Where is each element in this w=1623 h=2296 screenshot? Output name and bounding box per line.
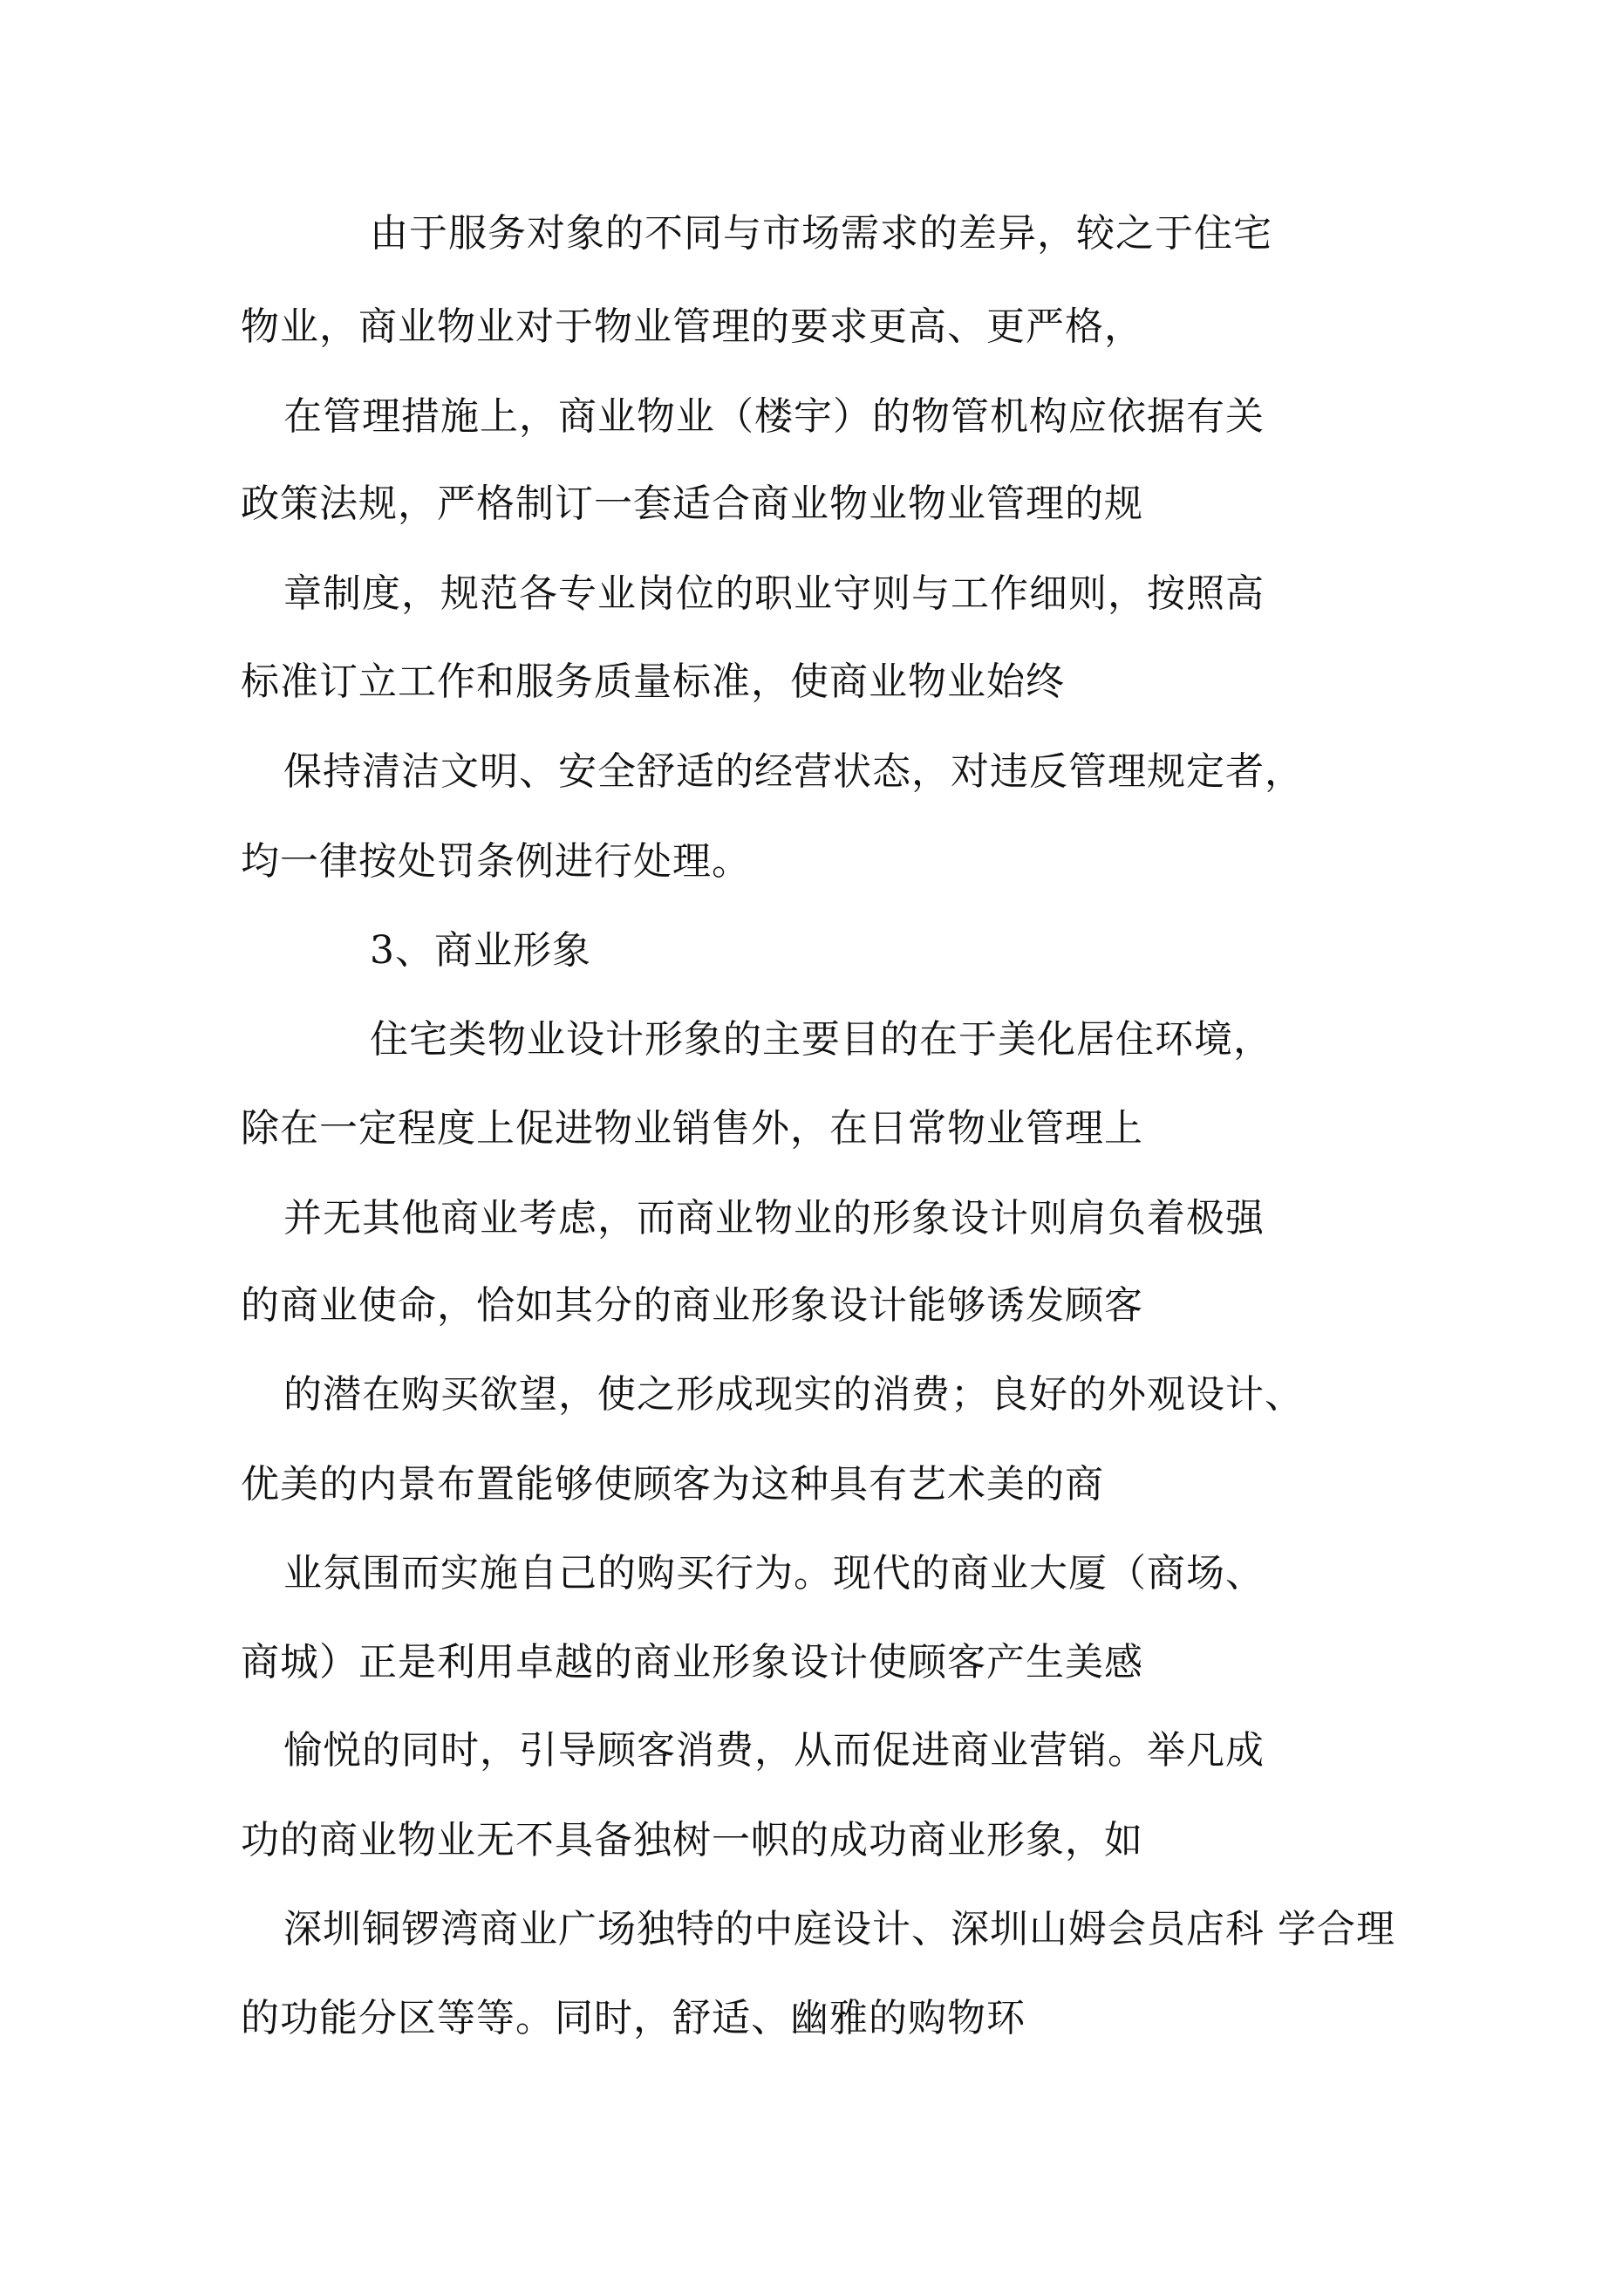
paragraph-line: 由于服务对象的不同与市场需求的差异，较之于住宅 [370, 211, 1272, 256]
paragraph-line: 除在一定程度上促进物业销售外，在日常物业管理上 [241, 1106, 1143, 1151]
paragraph-line: 住宅类物业设计形象的主要目的在于美化居住环境， [370, 1017, 1272, 1062]
paragraph-line: 的商业使命，恰如其分的商业形象设计能够诱发顾客 [241, 1283, 1143, 1328]
paragraph-line: 的功能分区等等。同时，舒适、幽雅的购物环 [241, 1996, 1026, 2040]
paragraph-line: 的潜在购买欲望，使之形成现实的消费；良好的外观设计、 [283, 1372, 1304, 1417]
paragraph-line: 政策法规，严格制订一套适合商业物业物业管理的规 [241, 482, 1143, 526]
paragraph-line: 均一律按处罚条例进行处理。 [241, 839, 751, 884]
paragraph-line: 并无其他商业考虑，而商业物业的形象设计则肩负着极强 [283, 1196, 1265, 1240]
paragraph-line: 保持清洁文明、安全舒适的经营状态，对违反管理规定者， [283, 749, 1304, 794]
paragraph-line: 章制度，规范各专业岗位的职业守则与工作细则，按照高 [283, 571, 1265, 616]
paragraph-line: 功的商业物业无不具备独树一帜的成功商业形象，如 [241, 1818, 1143, 1862]
paragraph-line: 业氛围而实施自己的购买行为。现代的商业大厦（商场、 [283, 1551, 1265, 1596]
paragraph-line: 在管理措施上，商业物业（楼宇）的物管机构应依据有关 [283, 394, 1265, 439]
paragraph-line: 标准订立工作和服务质量标准，使商业物业始终 [241, 659, 1065, 704]
paragraph-line: 深圳铜锣湾商业广场独特的中庭设计、深圳山姆会员店科 学合理 [283, 1907, 1395, 1951]
paragraph-line: 物业，商业物业对于物业管理的要求更高、更严格， [241, 304, 1143, 349]
section-heading: 3、商业形象 [370, 928, 591, 973]
paragraph-line: 商城）正是利用卓越的商业形象设计使顾客产生美感 [241, 1640, 1143, 1684]
paragraph-line: 愉悦的同时，引导顾客消费，从而促进商业营销。举凡成 [283, 1728, 1265, 1773]
paragraph-line: 优美的内景布置能够使顾客为这种具有艺术美的商 [241, 1462, 1104, 1507]
